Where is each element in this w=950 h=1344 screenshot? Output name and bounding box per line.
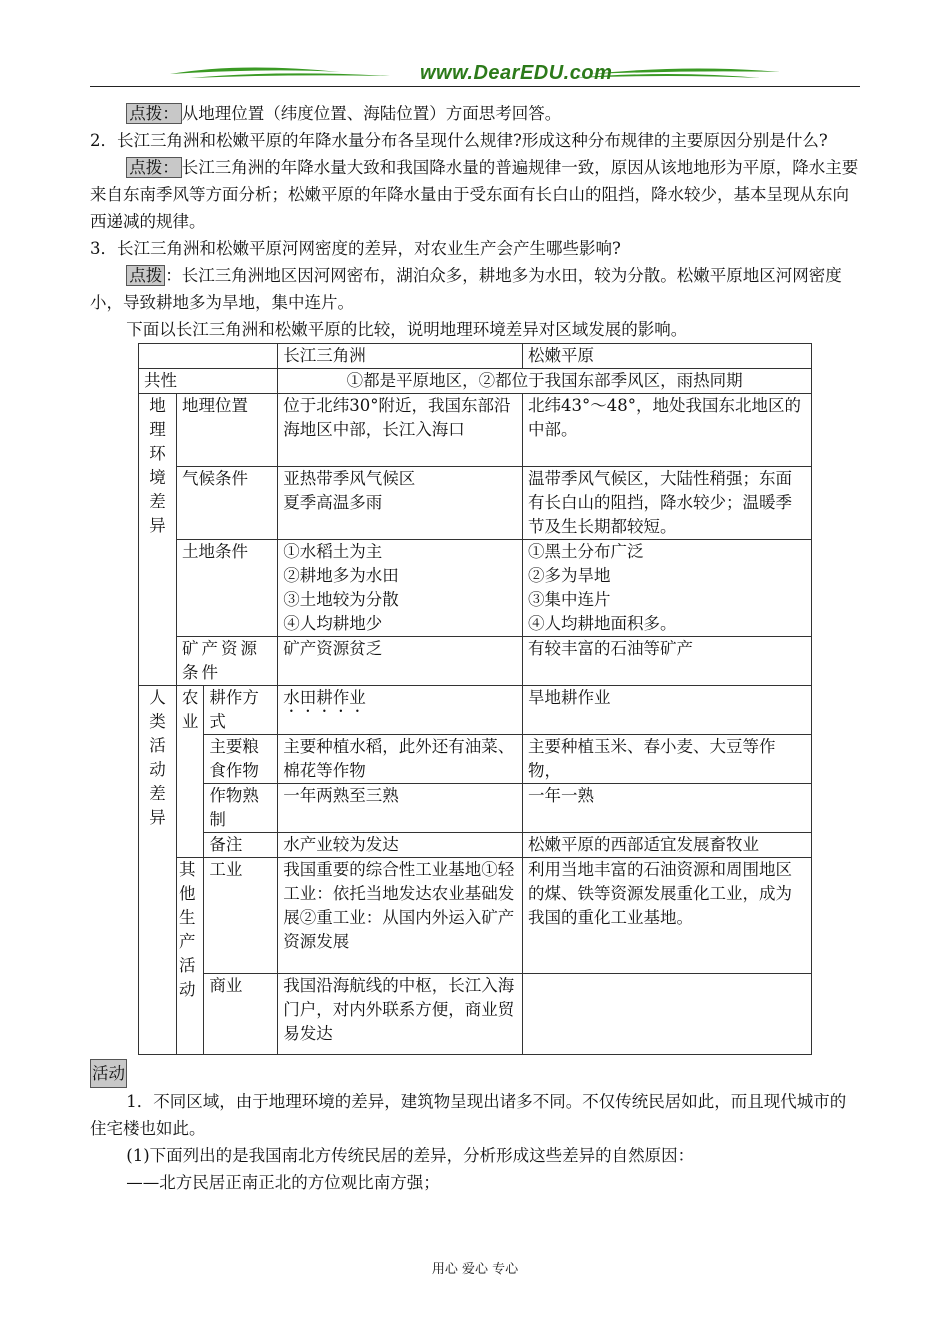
hint-paragraph-2: [90, 154, 862, 235]
agri-label: 农 业: [176, 686, 203, 858]
cell-songnen: 一年一熟: [522, 784, 811, 833]
row-label: 作物熟制: [204, 784, 278, 833]
table-row: [139, 784, 812, 833]
row-label: 土地条件: [176, 540, 277, 637]
activity-heading: [90, 1055, 862, 1088]
hint-text: 长江三角洲的年降水量大致和我国降水量的普遍规律一致，原因从该地地形为平原，降水主要来自东南季风等方面分析；松嫩平原的年降水量由于受东面有长白山的阻挡，降水较少，基本呈现从东向西递减的规律。: [90, 158, 859, 231]
question-3: 3．长江三角洲和松嫩平原河网密度的差异，对农业生产会产生哪些影响?: [90, 239, 621, 258]
cell-songnen: 有较丰富的石油等矿产: [522, 637, 811, 686]
cell-yangtze: 亚热带季风气候区 夏季高温多雨: [278, 467, 523, 540]
cell-yangtze: 我国重要的综合性工业基地①轻工业：依托当地发达农业基础发展②重工业：从国内外运入矿产资源发展: [278, 858, 523, 974]
common-label: 共性: [139, 369, 278, 394]
activity-paragraph-3: ——北方民居正南正北的方位观比南方强；: [126, 1173, 440, 1192]
row-label: 耕作方式: [204, 686, 278, 735]
geo-group-label: 地 理 环 境 差 异: [139, 394, 177, 686]
table-row: [139, 686, 812, 735]
row-label: 工业: [204, 858, 278, 974]
hint-paragraph-1: [90, 100, 862, 127]
table-row: [139, 540, 812, 637]
table-row: [139, 974, 812, 1055]
cell-songnen: 利用当地丰富的石油资源和周围地区的煤、铁等资源发展重化工业，成为我国的重化工业基地。: [522, 858, 811, 974]
common-text: ①都是平原地区，②都位于我国东部季风区，雨热同期: [278, 369, 812, 394]
activity-paragraph-1: 1．不同区域，由于地理环境的差异，建筑物呈现出诸多不同。不仅传统民居如此，而且现代城市的住宅楼也如此。: [90, 1092, 847, 1138]
row-label: 地理位置: [176, 394, 277, 467]
cell-yangtze: 水田耕作业: [278, 686, 523, 735]
cell-songnen: 旱地耕作业: [522, 686, 811, 735]
row-label: 矿产资源条件: [176, 637, 277, 686]
cell-yangtze: 水产业较为发达: [278, 833, 523, 858]
hint-paragraph-3: [90, 262, 862, 316]
activity-paragraph-2: (1)下面列出的是我国南北方传统民居的差异，分析形成这些差异的自然原因：: [126, 1146, 695, 1165]
table-row: [139, 858, 812, 974]
row-label: 气候条件: [176, 467, 277, 540]
column-header-songnen: 松嫩平原: [522, 344, 811, 369]
cell-yangtze: 一年两熟至三熟: [278, 784, 523, 833]
cell-songnen: ①黑土分布广泛 ②多为旱地 ③集中连片 ④人均耕地面积多。: [522, 540, 811, 637]
main-content: [90, 100, 862, 1196]
table-row: [139, 637, 812, 686]
hint-tag: 点拨：: [126, 157, 182, 178]
table-header-row: [139, 344, 812, 369]
cell-songnen: 北纬43°～48°，地处我国东北地区的中部。: [522, 394, 811, 467]
table-intro: 下面以长江三角洲和松嫩平原的比较，说明地理环境差异对区域发展的影响。: [126, 320, 688, 339]
cell-yangtze: 位于北纬30°附近，我国东部沿海地区中部，长江入海口: [278, 394, 523, 467]
column-header-yangtze: 长江三角洲: [278, 344, 523, 369]
row-label: 备注: [204, 833, 278, 858]
common-row: [139, 369, 812, 394]
table-row: [139, 735, 812, 784]
hint-tag: 点拨: [126, 265, 165, 286]
activity-tag: 活动: [90, 1059, 127, 1088]
comparison-table: [138, 343, 812, 1055]
cell-yangtze: 我国沿海航线的中枢，长江入海门户，对内外联系方便，商业贸易发达: [278, 974, 523, 1055]
header-divider: [90, 86, 860, 87]
hint-text: ：长江三角洲地区因河网密布，湖泊众多，耕地多为水田，较为分散。松嫩平原地区河网密度小，导致耕地多为旱地，集中连片。: [90, 266, 842, 312]
cell-songnen: 温带季风气候区，大陆性稍强；东面有长白山的阻挡，降水较少；温暖季节及生长期都较短。: [522, 467, 811, 540]
hint-text: 从地理位置（纬度位置、海陆位置）方面思考回答。: [181, 104, 562, 123]
cell-songnen: [522, 974, 811, 1055]
table-row: [139, 467, 812, 540]
page-header: [90, 60, 860, 92]
cell-yangtze: 主要种植水稻，此外还有油菜、棉花等作物: [278, 735, 523, 784]
human-group-label: 人 类 活 动 差 异: [139, 686, 177, 1055]
hint-tag: 点拨：: [126, 103, 182, 124]
table-row: [139, 833, 812, 858]
cell-songnen: 松嫩平原的西部适宜发展畜牧业: [522, 833, 811, 858]
cell-yangtze: 矿产资源贫乏: [278, 637, 523, 686]
logo-text[interactable]: www.DearEDU.com: [420, 62, 613, 84]
cell-yangtze: ①水稻土为主 ②耕地多为水田 ③土地较为分散 ④人均耕地少: [278, 540, 523, 637]
row-label: 主要粮食作物: [204, 735, 278, 784]
row-label: 商业: [204, 974, 278, 1055]
question-2: 2．长江三角洲和松嫩平原的年降水量分布各呈现什么规律?形成这种分布规律的主要原因分别是什么?: [90, 131, 828, 150]
other-label: 其他生产活动: [176, 858, 203, 1055]
header-empty-cell: [139, 344, 278, 369]
cell-songnen: 主要种植玉米、春小麦、大豆等作物，: [522, 735, 811, 784]
page-footer: 用心 爱心 专心: [431, 1262, 519, 1277]
table-row: [139, 394, 812, 467]
